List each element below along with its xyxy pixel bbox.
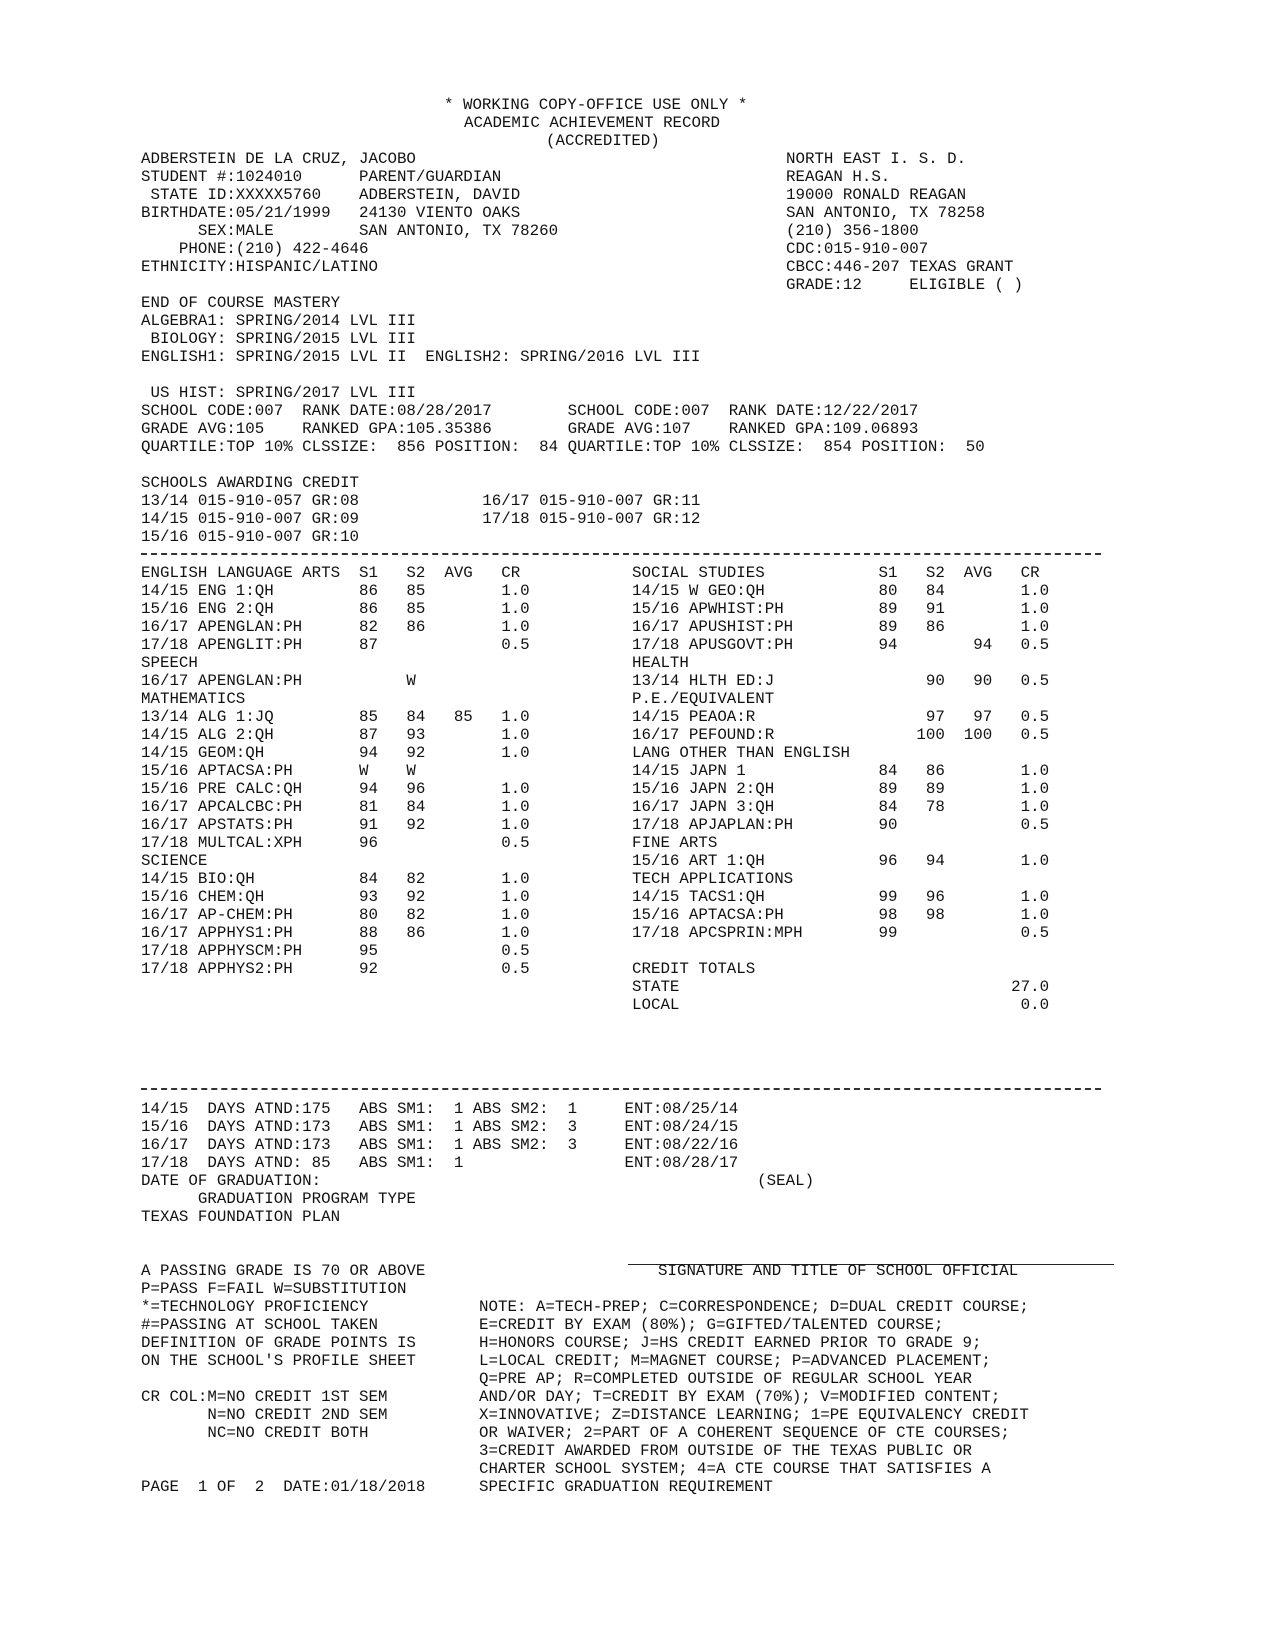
course-row: 15/16 CHEM:QH 93 92 1.0 [141,888,530,906]
school-name: REAGAN H.S. [786,168,891,186]
signature-caption: SIGNATURE AND TITLE OF SCHOOL OFFICIAL [658,1262,1019,1280]
phone-line: PHONE:(210) 422-4646 [141,240,369,258]
course-row: 15/16 PRE CALC:QH 94 96 1.0 [141,780,530,798]
school-city: SAN ANTONIO, TX 78258 [786,204,986,222]
course-section: FINE ARTS [632,834,718,852]
student-name: ADBERSTEIN DE LA CRUZ, JACOBO [141,150,416,168]
school-credit-line: 13/14 015-910-057 GR:08 16/17 015-910-007 GR:11 [141,492,701,510]
rank-line: GRADE AVG:105 RANKED GPA:105.35386 GRADE AVG:107 RANKED GPA:109.06893 [141,420,919,438]
note-line: X=INNOVATIVE; Z=DISTANCE LEARNING; 1=PE EQUIVALENCY CREDIT [479,1406,1029,1424]
course-row: 15/16 ART 1:QH 96 94 1.0 [632,852,1050,870]
course-row: 14/15 TACS1:QH 99 96 1.0 [632,888,1050,906]
legend-line: #=PASSING AT SCHOOL TAKEN [141,1316,378,1334]
course-section: TECH APPLICATIONS [632,870,794,888]
course-row: 16/17 APUSHIST:PH 89 86 1.0 [632,618,1050,636]
legend-line: CR COL:M=NO CREDIT 1ST SEM [141,1388,388,1406]
local-credit-total: LOCAL 0.0 [632,996,1050,1014]
ethnicity-line: ETHNICITY:HISPANIC/LATINO [141,258,378,276]
note-line: OR WAIVER; 2=PART OF A COHERENT SEQUENCE OF CTE COURSES; [479,1424,1010,1442]
note-line: E=CREDIT BY EXAM (80%); G=GIFTED/TALENTED COURSE; [479,1316,944,1334]
course-header: SOCIAL STUDIES S1 S2 AVG CR [632,564,1040,582]
state-credit-total: STATE 27.0 [632,978,1050,996]
school-phone: (210) 356-1800 [786,222,919,240]
course-row: 16/17 JAPN 3:QH 84 78 1.0 [632,798,1050,816]
course-row: 17/18 APJAPLAN:PH 90 0.5 [632,816,1050,834]
course-row: 15/16 APTACSA:PH W W [141,762,416,780]
eoc-line: BIOLOGY: SPRING/2015 LVL III [141,330,416,348]
schools-heading: SCHOOLS AWARDING CREDIT [141,474,360,492]
course-row: 13/14 HLTH ED:J 90 90 0.5 [632,672,1050,690]
legend-line: NC=NO CREDIT BOTH [141,1424,369,1442]
course-section: LANG OTHER THAN ENGLISH [632,744,851,762]
cdc-line: CDC:015-910-007 [786,240,929,258]
attendance-row: 16/17 DAYS ATND:173 ABS SM1: 1 ABS SM2: 3 ENT:08/22/16 [141,1136,739,1154]
course-row: 14/15 GEOM:QH 94 92 1.0 [141,744,530,762]
course-row: 16/17 APCALCBC:PH 81 84 1.0 [141,798,530,816]
course-row: 15/16 APTACSA:PH 98 98 1.0 [632,906,1050,924]
note-line: L=LOCAL CREDIT; M=MAGNET COURSE; P=ADVANCED PLACEMENT; [479,1352,991,1370]
course-section: MATHEMATICS [141,690,246,708]
legend-line: ON THE SCHOOL'S PROFILE SHEET [141,1352,416,1370]
cbcc-line: CBCC:446-207 TEXAS GRANT [786,258,1014,276]
attendance-row: 17/18 DAYS ATND: 85 ABS SM1: 1 ENT:08/28/17 [141,1154,739,1172]
course-header: ENGLISH LANGUAGE ARTS S1 S2 AVG CR [141,564,521,582]
legend-line: *=TECHNOLOGY PROFICIENCY [141,1298,369,1316]
course-row: 14/15 JAPN 1 84 86 1.0 [632,762,1050,780]
school-credit-line: 14/15 015-910-007 GR:09 17/18 015-910-007 GR:12 [141,510,701,528]
school-street: 19000 RONALD REAGAN [786,186,967,204]
course-section: HEALTH [632,654,689,672]
course-row: 15/16 JAPN 2:QH 89 89 1.0 [632,780,1050,798]
course-row: 17/18 APUSGOVT:PH 94 94 0.5 [632,636,1050,654]
district-name: NORTH EAST I. S. D. [786,150,967,168]
course-row: 15/16 ENG 2:QH 86 85 1.0 [141,600,530,618]
course-row: 13/14 ALG 1:JQ 85 84 85 1.0 [141,708,530,726]
rank-line: SCHOOL CODE:007 RANK DATE:08/28/2017 SCHOOL CODE:007 RANK DATE:12/22/2017 [141,402,919,420]
eoc-line: US HIST: SPRING/2017 LVL III [141,384,416,402]
divider [141,1088,1101,1090]
course-row: 14/15 PEAOA:R 97 97 0.5 [632,708,1050,726]
graduation-plan: TEXAS FOUNDATION PLAN [141,1208,341,1226]
eoc-line: ALGEBRA1: SPRING/2014 LVL III [141,312,416,330]
note-line: SPECIFIC GRADUATION REQUIREMENT [479,1478,773,1496]
course-row: 15/16 APWHIST:PH 89 91 1.0 [632,600,1050,618]
course-section: P.E./EQUIVALENT [632,690,775,708]
attendance-row: 15/16 DAYS ATND:173 ABS SM1: 1 ABS SM2: 3 ENT:08/24/15 [141,1118,739,1136]
birthdate-line: BIRTHDATE:05/21/1999 24130 VIENTO OAKS [141,204,521,222]
note-line: CHARTER SCHOOL SYSTEM; 4=A CTE COURSE THAT SATISFIES A [479,1460,991,1478]
note-line: H=HONORS COURSE; J=HS CREDIT EARNED PRIOR TO GRADE 9; [479,1334,982,1352]
note-line: NOTE: A=TECH-PREP; C=CORRESPONDENCE; D=DUAL CREDIT COURSE; [479,1298,1029,1316]
attendance-row: 14/15 DAYS ATND:175 ABS SM1: 1 ABS SM2: 1 ENT:08/25/14 [141,1100,739,1118]
course-row: 16/17 AP-CHEM:PH 80 82 1.0 [141,906,530,924]
course-row: 17/18 APPHYS2:PH 92 0.5 [141,960,530,978]
grade-eligible-line: GRADE:12 ELIGIBLE ( ) [786,276,1023,294]
course-row: 17/18 MULTCAL:XPH 96 0.5 [141,834,530,852]
course-row: 14/15 ALG 2:QH 87 93 1.0 [141,726,530,744]
note-line: 3=CREDIT AWARDED FROM OUTSIDE OF THE TEXAS PUBLIC OR [479,1442,972,1460]
legend-line: DEFINITION OF GRADE POINTS IS [141,1334,416,1352]
note-line: AND/OR DAY; T=CREDIT BY EXAM (70%); V=MODIFIED CONTENT; [479,1388,1001,1406]
divider [141,553,1101,555]
legend-line: A PASSING GRADE IS 70 OR ABOVE [141,1262,426,1280]
course-row: 16/17 APPHYS1:PH 88 86 1.0 [141,924,530,942]
sex-line: SEX:MALE SAN ANTONIO, TX 78260 [141,222,559,240]
course-row: 14/15 W GEO:QH 80 84 1.0 [632,582,1050,600]
state-id-line: STATE ID:XXXXX5760 ADBERSTEIN, DAVID [141,186,521,204]
course-row: 16/17 APENGLAN:PH 82 86 1.0 [141,618,530,636]
graduation-date-line: DATE OF GRADUATION: (SEAL) [141,1172,815,1190]
credit-totals-heading: CREDIT TOTALS [632,960,756,978]
course-row: 16/17 APENGLAN:PH W [141,672,416,690]
student-number-line: STUDENT #:1024010 PARENT/GUARDIAN [141,168,502,186]
eoc-line: ENGLISH1: SPRING/2015 LVL II ENGLISH2: SPRING/2016 LVL III [141,348,701,366]
eoc-heading: END OF COURSE MASTERY [141,294,341,312]
course-row: 14/15 ENG 1:QH 86 85 1.0 [141,582,530,600]
course-row: 14/15 BIO:QH 84 82 1.0 [141,870,530,888]
legend-line: P=PASS F=FAIL W=SUBSTITUTION [141,1280,407,1298]
legend-line: N=NO CREDIT 2ND SEM [141,1406,388,1424]
course-section: SPEECH [141,654,198,672]
course-row: 17/18 APPHYSCM:PH 95 0.5 [141,942,530,960]
page-footer: PAGE 1 OF 2 DATE:01/18/2018 [141,1478,426,1496]
working-copy-banner: * WORKING COPY-OFFICE USE ONLY * [444,96,748,114]
record-title: ACADEMIC ACHIEVEMENT RECORD [464,114,720,132]
school-credit-line: 15/16 015-910-007 GR:10 [141,528,360,546]
graduation-program-heading: GRADUATION PROGRAM TYPE [141,1190,416,1208]
course-section: SCIENCE [141,852,208,870]
course-row: 17/18 APENGLIT:PH 87 0.5 [141,636,530,654]
course-row: 17/18 APCSPRIN:MPH 99 0.5 [632,924,1050,942]
course-row: 16/17 PEFOUND:R 100 100 0.5 [632,726,1050,744]
rank-line: QUARTILE:TOP 10% CLSSIZE: 856 POSITION: 84 QUARTILE:TOP 10% CLSSIZE: 854 POSITION: 50 [141,438,985,456]
accreditation-label: (ACCREDITED) [546,132,660,150]
note-line: Q=PRE AP; R=COMPLETED OUTSIDE OF REGULAR SCHOOL YEAR [479,1370,972,1388]
course-row: 16/17 APSTATS:PH 91 92 1.0 [141,816,530,834]
